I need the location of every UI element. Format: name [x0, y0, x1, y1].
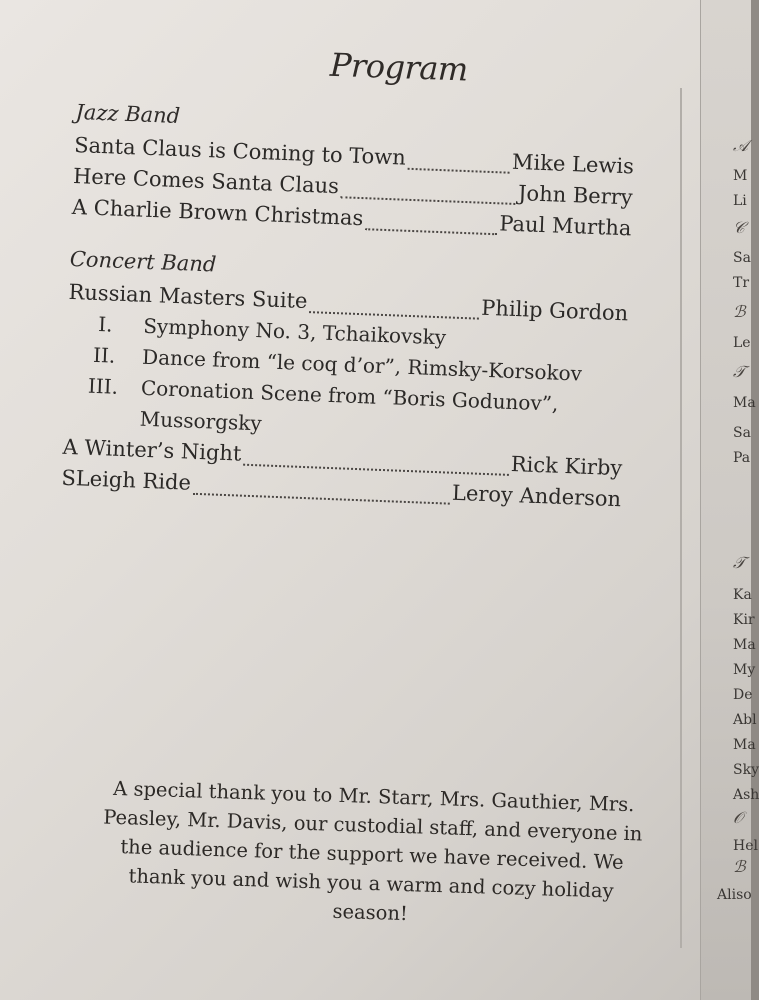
- dot-leader: [365, 220, 498, 235]
- composer-name: John Berry: [517, 181, 634, 210]
- composer-name: Rick Kirby: [510, 451, 623, 481]
- composer-name: Paul Murtha: [498, 211, 632, 241]
- name-fragment: Abl: [733, 712, 757, 728]
- name-fragment: My: [733, 662, 756, 678]
- movement-number: II.: [92, 342, 116, 368]
- name-fragment: Ma: [733, 395, 756, 411]
- piece-title: SLeigh Ride: [61, 465, 192, 495]
- name-fragment: Kir: [733, 612, 755, 628]
- movement-number: I.: [97, 312, 113, 337]
- script-initial: 𝒜: [733, 136, 749, 155]
- adjacent-page: [700, 0, 759, 1000]
- name-fragment: Hel: [733, 838, 758, 854]
- composer-name: Mike Lewis: [511, 149, 635, 179]
- program-list: [61, 100, 636, 515]
- movement-text: Symphony No. 3, Tchaikovsky: [142, 313, 447, 350]
- movement-number: III.: [87, 373, 119, 399]
- piece-title: Here Comes Santa Claus: [72, 163, 340, 199]
- dot-leader: [192, 484, 450, 504]
- dot-leader: [407, 159, 510, 173]
- name-fragment: Ash: [733, 787, 759, 803]
- name-fragment: Sa: [733, 250, 751, 266]
- movement-text: Dance from “le coq d’or”, Rimsky-Korsokov: [141, 344, 583, 386]
- dot-leader: [309, 303, 479, 320]
- page-fold: [680, 88, 682, 948]
- name-fragment: Ka: [733, 587, 752, 603]
- name-fragment: Sky: [733, 762, 759, 778]
- name-fragment: Tr: [733, 275, 750, 291]
- piece-title: A Charlie Brown Christmas: [71, 194, 364, 231]
- name-fragment: Li: [733, 193, 747, 209]
- name-fragment: Sa: [733, 425, 751, 441]
- jazz-band-heading: Jazz Band: [75, 100, 181, 129]
- script-initial: ℬ: [733, 857, 746, 876]
- program-title: Program: [329, 45, 469, 89]
- concert-band-heading: Concert Band: [69, 246, 217, 277]
- name-fragment: De: [733, 687, 753, 703]
- piece-title: Santa Claus is Coming to Town: [73, 132, 407, 170]
- piece-title: Russian Masters Suite: [68, 279, 308, 314]
- script-initial: 𝒪: [733, 808, 744, 827]
- name-fragment: Aliso: [717, 887, 752, 903]
- name-fragment: Ma: [733, 737, 756, 753]
- piece-title: A Winter’s Night: [62, 434, 242, 466]
- script-initial: 𝒯: [733, 553, 746, 572]
- name-fragment: Le: [733, 335, 751, 351]
- name-fragment: M: [733, 168, 748, 184]
- script-initial: ℬ: [733, 302, 746, 321]
- composer-name: Leroy Anderson: [451, 480, 622, 512]
- dot-leader: [341, 188, 517, 205]
- name-fragment: Ma: [733, 637, 756, 653]
- name-fragment: Pa: [733, 450, 751, 466]
- composer-name: Philip Gordon: [480, 295, 629, 326]
- thank-you-note: A special thank you to Mr. Starr, Mrs. Gauthier, Mrs. Peasley, Mr. Davis, our custodial staff, and everyone in the audience for the support we have received. We thank you and wish you a warm and cozy holiday season!: [103, 776, 643, 926]
- movement-text: Coronation Scene from “Boris Godunov”, Mussorgsky: [139, 375, 559, 436]
- script-initial: 𝒯: [733, 362, 746, 381]
- script-initial: 𝒞: [733, 218, 745, 237]
